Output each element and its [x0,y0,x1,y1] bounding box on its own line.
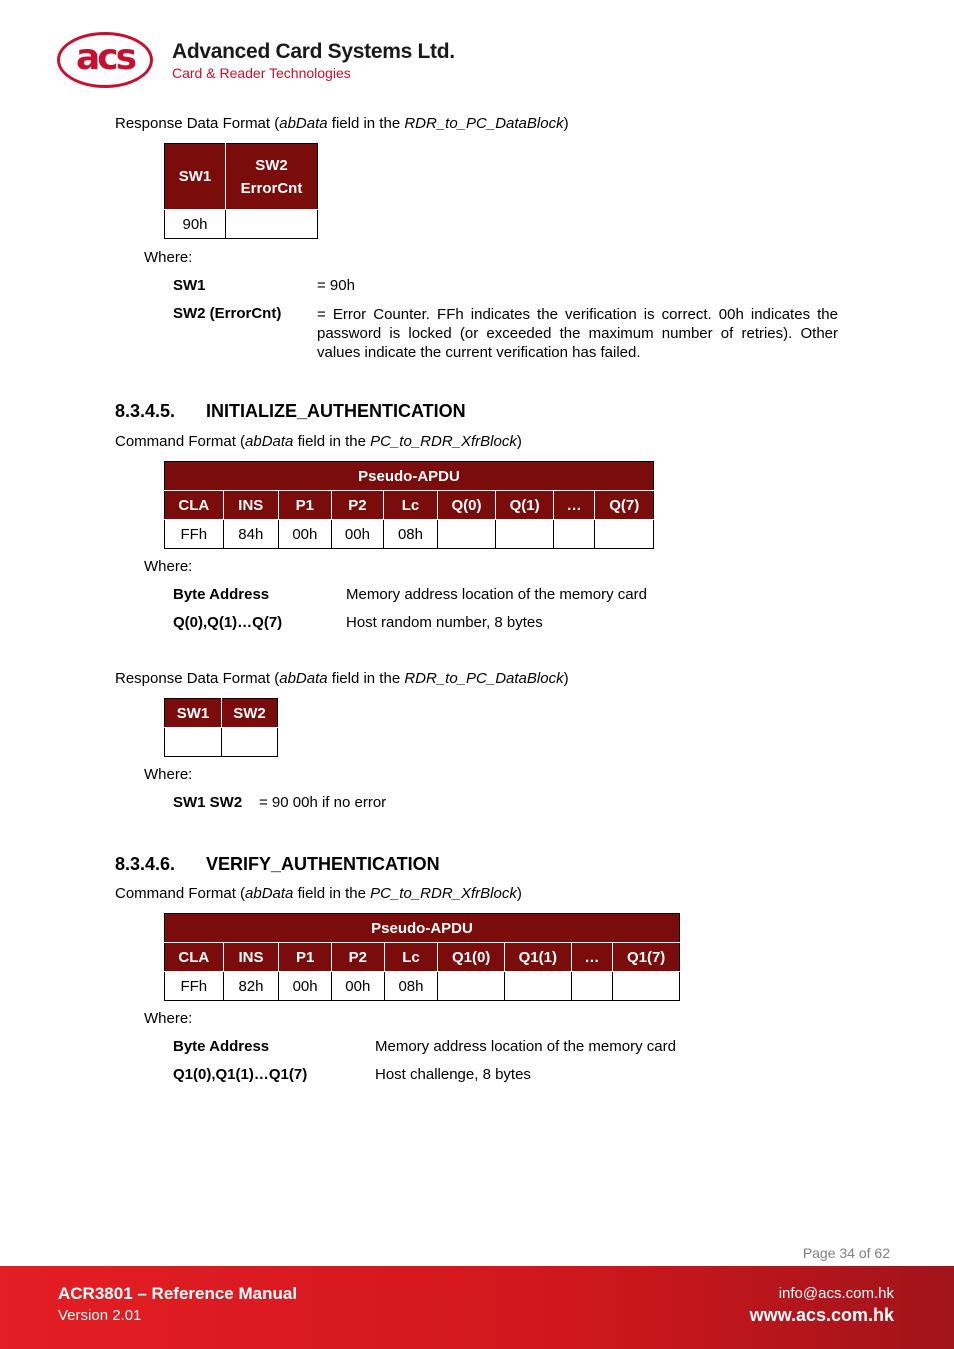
cell-q1-1 [504,972,571,1001]
cell-cla: FFh [165,972,224,1001]
header-ins: INS [223,943,279,972]
header-sw1: SW1 [165,699,222,728]
header-q1-1: Q1(1) [504,943,571,972]
header-q7: Q(7) [595,491,654,520]
footer-version: Version 2.01 [58,1307,142,1324]
cell-sw1 [165,728,222,757]
cell-q1-7 [613,972,680,1001]
def-term: Byte Address [173,1038,270,1055]
def-desc: = 90h [317,277,355,294]
def-desc: Memory address location of the memory card [375,1038,676,1055]
page-number: Page 34 of 62 [802,1245,890,1261]
footer-website: www.acs.com.hk [749,1305,894,1325]
cell-p2: 00h [331,520,384,549]
def-desc: = 90 00h if no error [259,794,387,811]
header-p2: P2 [331,491,384,520]
where-label: Where: [144,766,193,783]
def-term: SW2 (ErrorCnt) [173,305,282,322]
def-desc: Host challenge, 8 bytes [375,1066,531,1083]
cell-ellipsis [571,972,613,1001]
section-heading: 8.3.4.5. INITIALIZE_AUTHENTICATION [115,401,466,421]
cell-ins: 82h [223,972,279,1001]
cell-q0 [437,520,496,549]
cell-ins: 84h [223,520,279,549]
cell-q1 [496,520,554,549]
header-ellipsis: … [571,943,613,972]
cell-q7 [595,520,654,549]
footer-title: ACR3801 – Reference Manual [58,1284,298,1303]
acs-logo: acs [75,37,135,78]
def-term: Byte Address [173,586,270,603]
header-cla: CLA [165,943,224,972]
def-term: Q1(0),Q1(1)…Q1(7) [173,1066,308,1083]
header-sw2-errorcnt: SW2 ErrorCnt [226,144,318,210]
cell-ellipsis [553,520,595,549]
cell-q1-0 [438,972,505,1001]
header-ins: INS [223,491,279,520]
cell-sw1: 90h [165,210,226,239]
header-cla: CLA [165,491,224,520]
cell-lc: 08h [384,972,438,1001]
header-q1-7: Q1(7) [613,943,680,972]
where-label: Where: [144,249,193,266]
def-term: Q(0),Q(1)…Q(7) [173,614,283,631]
def-desc: = Error Counter. FFh indicates the verification is correct. 00h indicates the password is locked (or exceeded the maximum number of retries). Other values indicate the current verification has failed. [317,306,838,361]
table-title: Pseudo-APDU [165,462,654,491]
header-q0: Q(0) [437,491,496,520]
cell-sw2 [226,210,318,239]
footer-email: info@acs.com.hk [778,1285,894,1302]
cell-p2: 00h [331,972,384,1001]
header-sw1: SW1 [165,144,226,210]
command-format-intro: Command Format (abData field in the PC_to_RDR_XfrBlock) [115,885,522,902]
header-p2: P2 [331,943,384,972]
table-title: Pseudo-APDU [165,914,680,943]
cell-p1: 00h [279,520,332,549]
header-lc: Lc [384,943,438,972]
header-lc: Lc [384,491,438,520]
header-q1: Q(1) [496,491,554,520]
company-name: Advanced Card Systems Ltd. [172,40,455,63]
command-table-verify [164,913,680,1001]
header-p1: P1 [279,491,332,520]
response-format-intro: Response Data Format (abData field in the RDR_to_PC_DataBlock) [115,115,569,132]
response-table-initialize [164,698,278,757]
header-ellipsis: … [553,491,595,520]
def-desc: Memory address location of the memory card [346,586,647,603]
where-label: Where: [144,558,193,575]
header-p1: P1 [279,943,332,972]
response-table-1 [164,143,318,239]
header-sw2: SW2 [222,699,278,728]
command-format-intro: Command Format (abData field in the PC_to_RDR_XfrBlock) [115,433,522,450]
cell-sw2 [222,728,278,757]
company-tagline: Card & Reader Technologies [172,65,351,81]
cell-lc: 08h [384,520,438,549]
command-table-initialize [164,461,654,549]
cell-cla: FFh [165,520,224,549]
def-term: SW1 [173,277,206,294]
footer [0,1266,954,1349]
where-label: Where: [144,1010,193,1027]
response-format-intro: Response Data Format (abData field in the RDR_to_PC_DataBlock) [115,670,569,687]
cell-p1: 00h [279,972,332,1001]
def-term: SW1 SW2 [173,794,243,811]
section-heading: 8.3.4.6. VERIFY_AUTHENTICATION [115,854,440,874]
header-q1-0: Q1(0) [438,943,505,972]
def-desc: Host random number, 8 bytes [346,614,543,631]
